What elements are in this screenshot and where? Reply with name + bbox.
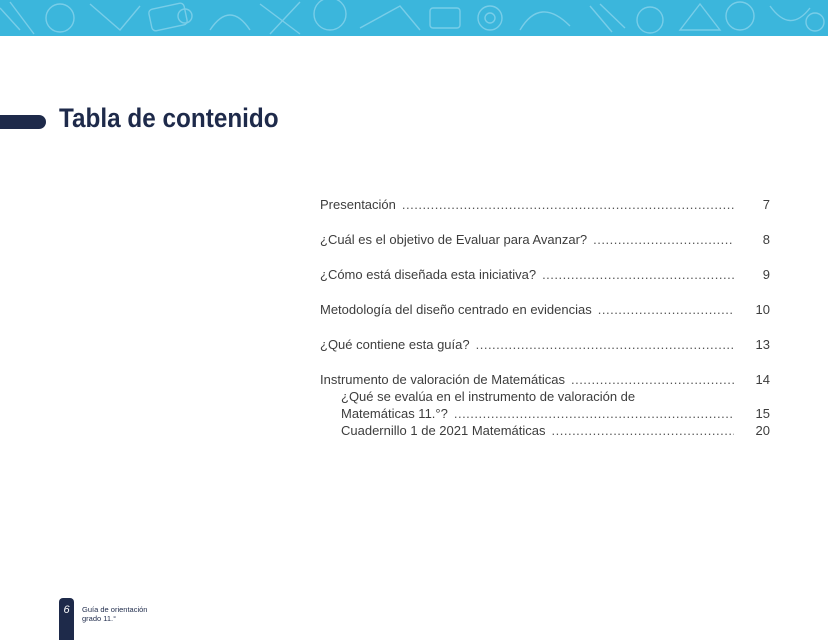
toc-entry[interactable] xyxy=(320,371,770,388)
toc-subentry[interactable] xyxy=(320,405,770,422)
toc-entry-text: Metodología del diseño centrado en evidencias xyxy=(320,302,592,317)
toc-entry-text: ¿Qué contiene esta guía? xyxy=(320,337,470,352)
footer-line-2: grado 11.° xyxy=(82,614,117,623)
page-title: Tabla de contenido xyxy=(59,103,279,133)
toc-entry-page: 20 xyxy=(755,423,770,438)
toc-entry-page: 14 xyxy=(755,372,770,387)
toc-entry-text: Cuadernillo 1 de 2021 Matemáticas xyxy=(341,423,546,438)
toc-entry[interactable] xyxy=(320,266,770,283)
toc-leader-dots xyxy=(542,266,734,283)
page-number: 6 xyxy=(63,604,70,616)
toc-entry[interactable] xyxy=(320,196,770,213)
toc-entry-text: Instrumento de valoración de Matemáticas xyxy=(320,372,565,387)
toc-entry-page: 9 xyxy=(762,267,770,282)
toc-leader-dots xyxy=(593,231,734,248)
toc-leader-dots xyxy=(552,422,734,439)
toc-leader-dots xyxy=(571,371,734,388)
toc-entry[interactable] xyxy=(320,301,770,318)
toc-entry-page: 13 xyxy=(755,337,770,352)
toc-entry-text: Matemáticas 11.°? xyxy=(341,406,448,421)
toc-entry-page: 10 xyxy=(755,302,770,317)
footer-line-1: Guía de orientación xyxy=(82,605,148,614)
toc-leader-dots xyxy=(598,301,734,318)
table-of-contents xyxy=(320,196,770,439)
toc-subentry[interactable] xyxy=(320,422,770,439)
header-banner xyxy=(0,0,828,36)
toc-subentry[interactable] xyxy=(320,388,770,405)
footer-caption xyxy=(82,605,147,623)
school-doodles-pattern xyxy=(0,0,828,36)
toc-entry[interactable] xyxy=(320,231,770,248)
toc-entry-text: ¿Qué se evalúa en el instrumento de valoración de xyxy=(341,389,636,404)
title-accent-bar xyxy=(0,115,46,129)
toc-leader-dots xyxy=(402,196,734,213)
toc-entry-text: ¿Cuál es el objetivo de Evaluar para Avanzar? xyxy=(320,232,588,247)
toc-entry-text: ¿Cómo está diseñada esta iniciativa? xyxy=(320,267,537,282)
toc-entry-text: Presentación xyxy=(320,197,396,212)
toc-leader-dots xyxy=(476,336,734,353)
toc-entry-page: 7 xyxy=(762,197,770,212)
toc-entry-page: 15 xyxy=(755,406,770,421)
toc-entry[interactable] xyxy=(320,336,770,353)
toc-leader-dots xyxy=(454,405,734,422)
toc-entry-page: 8 xyxy=(762,232,770,247)
